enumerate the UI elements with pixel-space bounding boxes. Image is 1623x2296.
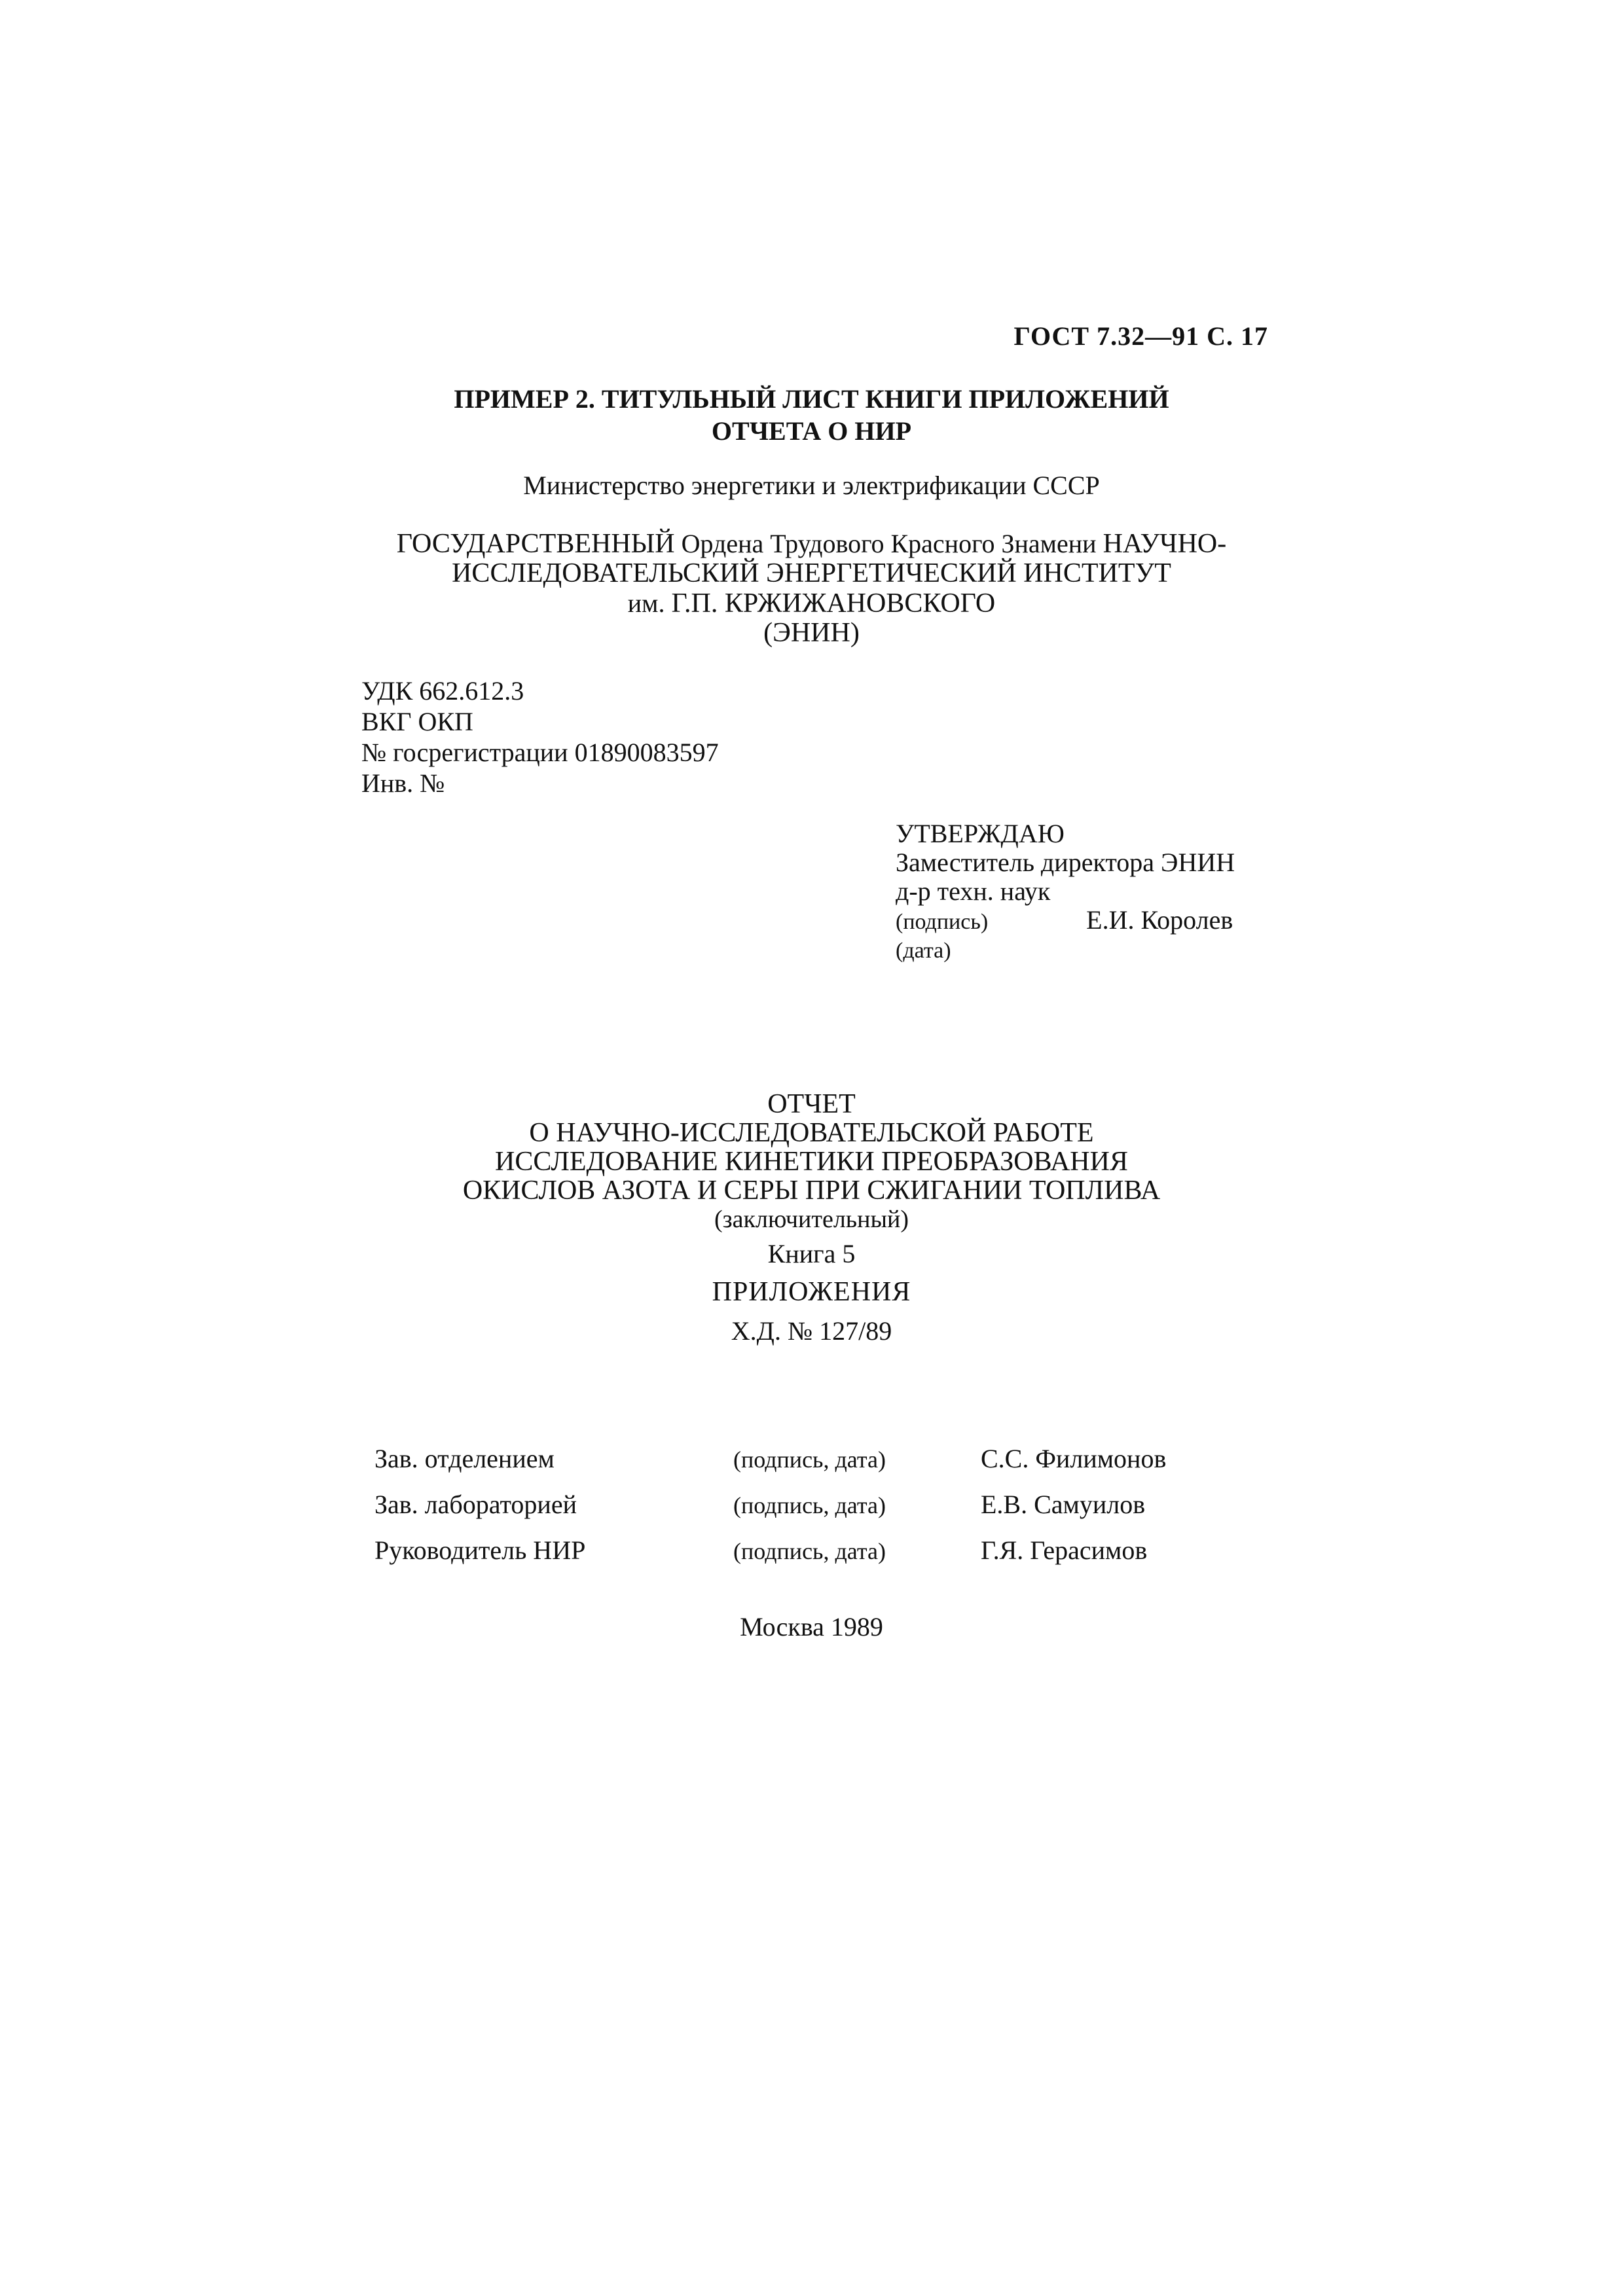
signer-signature-label: (подпись, дата) (733, 1492, 886, 1518)
page-header: ГОСТ 7.32—91 С. 17 (1013, 321, 1268, 351)
approver-signature-row (896, 906, 1235, 937)
signer-role: Руководитель НИР (374, 1535, 586, 1565)
institute-abbreviation: (ЭНИН) (763, 618, 860, 648)
approver-date-label: (дата) (896, 939, 951, 963)
institute-line-3-prefix: им. (627, 588, 672, 618)
ministry-name: Министерство энергетики и электрификации СССР (523, 471, 1100, 500)
report-kind: (заключительный) (714, 1206, 909, 1233)
institute-line-1-end: НАУЧНО- (1103, 529, 1227, 559)
signer-row (374, 1443, 1166, 1489)
book-number: Книга 5 (767, 1239, 856, 1268)
institute-name (0, 529, 1623, 648)
signer-role: Зав. отделением (374, 1444, 555, 1473)
institute-line-1-mid: Ордена Трудового Красного Знамени (674, 529, 1103, 558)
signer-row (374, 1535, 1166, 1581)
city-year: Москва 1989 (740, 1612, 883, 1641)
vkg-code: ВКГ ОКП (361, 707, 473, 736)
example-title (0, 383, 1623, 447)
signer-signature-label: (подпись, дата) (733, 1446, 886, 1473)
udk-code: УДК 662.612.3 (361, 676, 524, 706)
appendices-title: ПРИЛОЖЕНИЯ (712, 1277, 911, 1307)
registration-number: № госрегистрации 01890083597 (361, 738, 719, 767)
report-title-line-4: ОКИСЛОВ АЗОТА И СЕРЫ ПРИ СЖИГАНИИ ТОПЛИВА (462, 1175, 1161, 1206)
approver-position: Заместитель директора ЭНИН (896, 848, 1235, 877)
signers-list (374, 1443, 1166, 1581)
report-title-line-2: О НАУЧНО-ИССЛЕДОВАТЕЛЬСКОЙ РАБОТЕ (529, 1118, 1094, 1148)
institute-line-3 (0, 588, 1623, 619)
approver-signature-label: (подпись) (896, 910, 989, 934)
institute-line-3-caps: Г.П. КРЖИЖАНОВСКОГО (671, 588, 996, 619)
institute-line-1 (0, 529, 1623, 559)
example-title-line-2: ОТЧЕТА О НИР (711, 416, 912, 446)
signer-role: Зав. лабораторией (374, 1490, 577, 1519)
signer-name: С.С. Филимонов (981, 1444, 1167, 1473)
example-title-line-1: ПРИМЕР 2. ТИТУЛЬНЫЙ ЛИСТ КНИГИ ПРИЛОЖЕНИЙ (454, 384, 1169, 414)
contract-number: Х.Д. № 127/89 (731, 1316, 892, 1346)
registration-codes (361, 675, 719, 798)
approver-name: Е.И. Королев (1086, 905, 1233, 935)
approval-title: УТВЕРЖДАЮ (896, 819, 1065, 848)
signer-name: Г.Я. Герасимов (981, 1535, 1148, 1565)
report-title-line-1: ОТЧЕТ (767, 1089, 856, 1119)
institute-line-1-caps: ГОСУДАРСТВЕННЫЙ (396, 529, 675, 559)
inventory-number: Инв. № (361, 768, 445, 798)
signer-row (374, 1489, 1166, 1535)
approver-degree: д-р техн. наук (896, 876, 1051, 906)
institute-line-2: ИССЛЕДОВАТЕЛЬСКИЙ ЭНЕРГЕТИЧЕСКИЙ ИНСТИТУТ (452, 558, 1171, 588)
report-title-line-3: ИССЛЕДОВАНИЕ КИНЕТИКИ ПРЕОБРАЗОВАНИЯ (495, 1147, 1128, 1177)
report-title (0, 1090, 1623, 1234)
signer-name: Е.В. Самуилов (981, 1490, 1146, 1519)
approval-block (896, 819, 1235, 965)
signer-signature-label: (подпись, дата) (733, 1538, 886, 1564)
